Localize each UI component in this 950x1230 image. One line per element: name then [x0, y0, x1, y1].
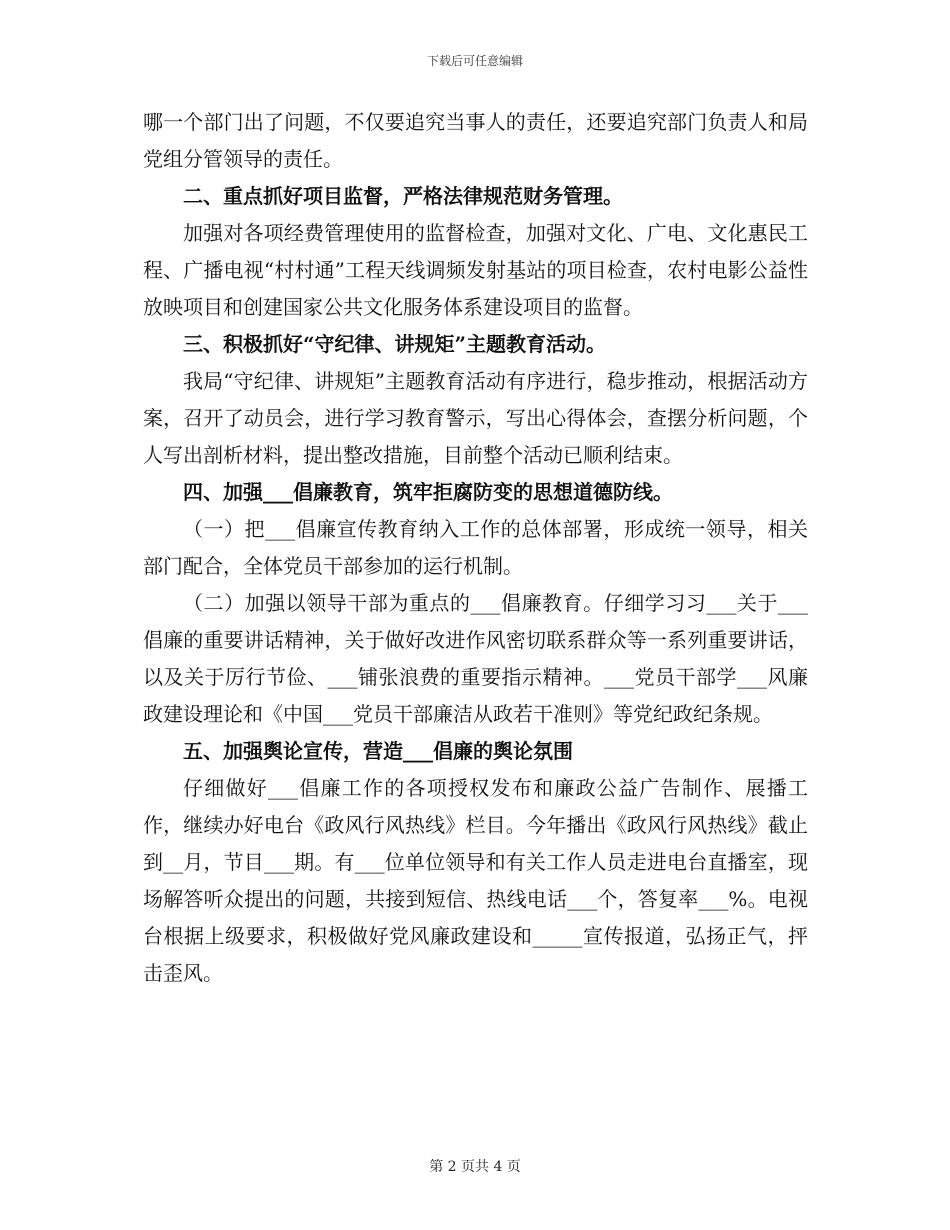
paragraph-project-supervision: 加强对各项经费管理使用的监督检查，加强对文化、广电、文化惠民工程、广播电视“村村通”工程天线调频发射基站的项目检查，农村电影公益性放映项目和创建国家公共文化服务体系建设项目的监督。	[143, 221, 808, 319]
document-body	[143, 104, 808, 992]
section-heading-3: 三、积极抓好“守纪律、讲规矩”主题教育活动。	[183, 332, 607, 356]
section-heading-5: 五、加强舆论宣传，营造___倡廉的舆论氛围	[183, 739, 573, 763]
paragraph-item-2: （二）加强以领导干部为重点的___倡廉教育。仔细学习习___关于___倡廉的重要讲话精神，关于做好改进作风密切联系群众等一系列重要讲话，以及关于厉行节俭、___铺张浪费的重要指示精神。___党员干部学___风廉政建设理论和《中国___党员干部廉洁从政若干准则》等党纪政纪条规。	[143, 591, 808, 726]
section-heading-2: 二、重点抓好项目监督，严格法律规范财务管理。	[183, 184, 623, 208]
paragraph-continuation: 哪一个部门出了问题，不仅要追究当事人的责任，还要追究部门负责人和局党组分管领导的责任。	[143, 110, 808, 171]
page-footer: 第 2 页共 4 页	[429, 1159, 521, 1175]
section-heading-4: 四、加强___倡廉教育，筑牢拒腐防变的思想道德防线。	[183, 480, 673, 504]
paragraph-publicity: 仔细做好___倡廉工作的各项授权发布和廉政公益广告制作、展播工作，继续办好电台《政风行风热线》栏目。今年播出《政风行风热线》截止到__月，节目___期。有___位单位领导和有关工作人员走进电台直播室，现场解答听众提出的问题，共接到短信、热线电话___个，答复率___%。电视台根据上级要求，积极做好党风廉政建设和_____宣传报道，弘扬正气，抨击歪风。	[143, 776, 808, 985]
paragraph-item-1: （一）把___倡廉宣传教育纳入工作的总体部署，形成统一领导，相关部门配合，全体党员干部参加的运行机制。	[143, 517, 808, 578]
page-header: 下载后可任意编辑	[426, 54, 523, 68]
paragraph-education-activity: 我局“守纪律、讲规矩”主题教育活动有序进行，稳步推动，根据活动方案，召开了动员会，进行学习教育警示，写出心得体会，查摆分析问题，个人写出剖析材料，提出整改措施，目前整个活动已顺利结束。	[143, 369, 808, 467]
